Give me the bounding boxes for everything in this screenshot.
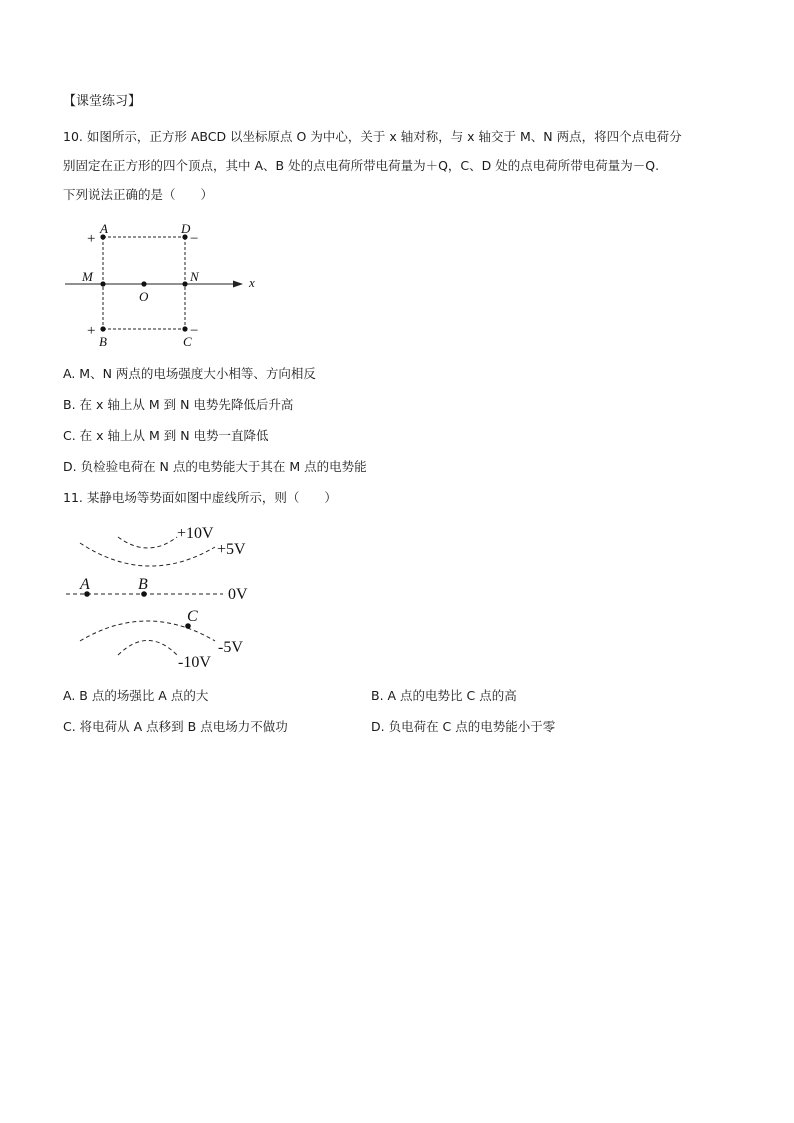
label-plus5v: +5V <box>217 541 246 558</box>
q10-option-a[interactable]: A. M、N 两点的电场强度大小相等、方向相反 <box>63 366 316 381</box>
label-B: B <box>99 334 107 349</box>
label-C: C <box>183 334 192 349</box>
q10-option-d[interactable]: D. 负检验电荷在 N 点的电势能大于其在 M 点的电势能 <box>63 459 367 474</box>
label-A: A <box>80 576 90 593</box>
plus-sign-bottom: + <box>87 323 96 339</box>
q11-option-b[interactable]: B. A 点的电势比 C 点的高 <box>371 688 517 703</box>
minus-sign-bottom: − <box>190 323 199 339</box>
q10-option-c[interactable]: C. 在 x 轴上从 M 到 N 电势一直降低 <box>63 428 269 443</box>
square-charges-figure <box>60 215 270 350</box>
question-10-line-1: 10. 如图所示，正方形 ABCD 以坐标原点 O 为中心，关于 x 轴对称，与 x 轴交于 M、N 两点，将四个点电荷分 <box>63 129 682 144</box>
label-minus10v: -10V <box>178 654 211 671</box>
minus-sign-top: − <box>190 231 199 247</box>
label-A: A <box>100 221 108 236</box>
plus-sign-top: + <box>87 231 96 247</box>
q11-option-a[interactable]: A. B 点的场强比 A 点的大 <box>63 688 209 703</box>
equipotential-plus10 <box>118 537 177 548</box>
section-title: 【课堂练习】 <box>63 94 142 109</box>
label-0v: 0V <box>228 586 248 603</box>
point-B <box>100 326 105 331</box>
x-axis-arrow <box>233 281 243 288</box>
label-N: N <box>190 269 199 284</box>
label-O: O <box>139 289 149 304</box>
q11-option-d[interactable]: D. 负电荷在 C 点的电势能小于零 <box>371 719 556 734</box>
question-11-stem: 11. 某静电场等势面如图中虚线所示，则（ ） <box>63 490 337 505</box>
question-10-line-2: 别固定在正方形的四个顶点，其中 A、B 处的点电荷所带电荷量为＋Q，C、D 处的点电荷所带电荷量为－Q. <box>63 158 660 173</box>
equipotential-figure <box>60 515 270 675</box>
label-minus5v: -5V <box>218 639 243 656</box>
question-10-line-3: 下列说法正确的是（ ） <box>63 187 214 202</box>
q10-option-b[interactable]: B. 在 x 轴上从 M 到 N 电势先降低后升高 <box>63 397 294 412</box>
point-O <box>141 281 146 286</box>
label-D: D <box>181 221 191 236</box>
q11-option-c[interactable]: C. 将电荷从 A 点移到 B 点电场力不做功 <box>63 719 288 734</box>
label-M: M <box>82 269 93 284</box>
label-plus10v: +10V <box>177 525 214 542</box>
label-C: C <box>187 608 198 625</box>
equipotential-plus5 <box>80 543 215 566</box>
point-C <box>182 326 187 331</box>
point-M <box>100 281 105 286</box>
equipotential-minus10 <box>118 641 177 656</box>
point-N <box>182 281 187 286</box>
label-B: B <box>138 576 148 593</box>
label-x: x <box>249 275 255 290</box>
